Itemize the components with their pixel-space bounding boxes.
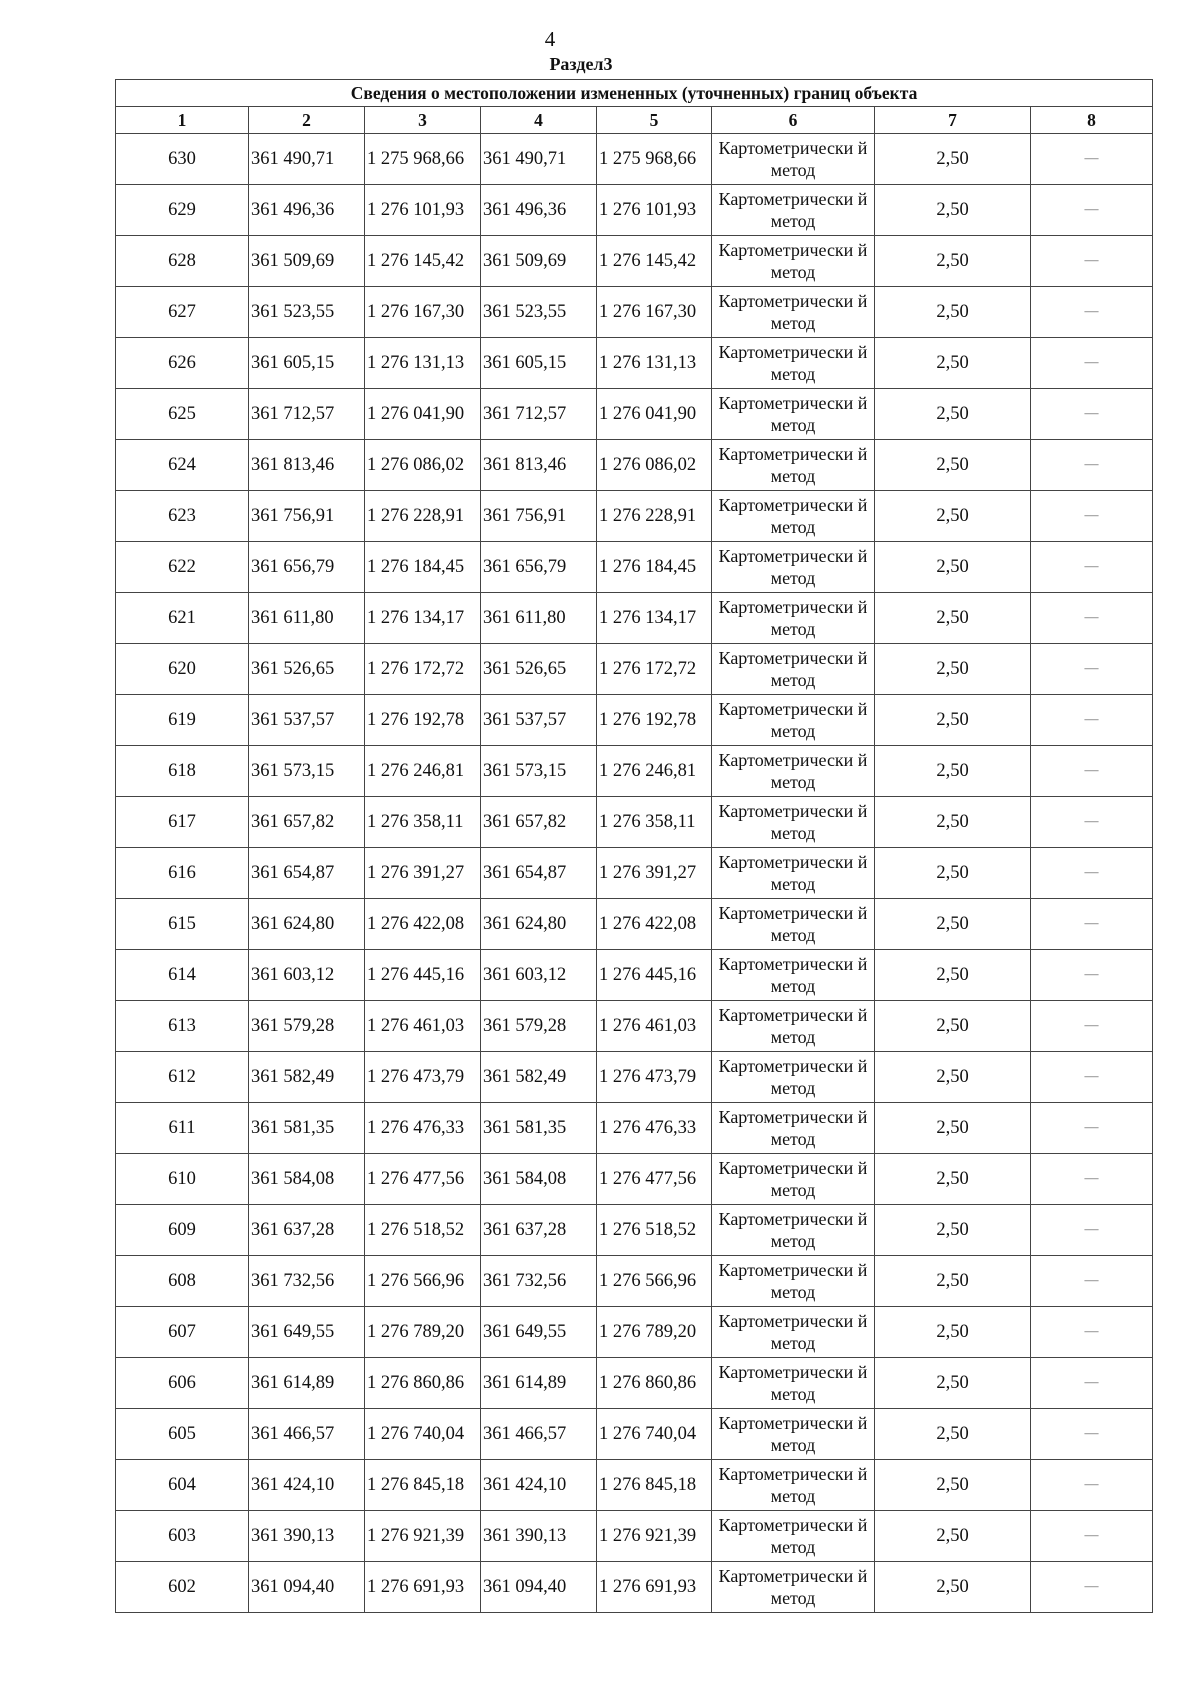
accuracy-cell: 2,50 <box>875 1154 1031 1205</box>
table-row <box>116 287 1153 338</box>
table-row <box>116 1562 1153 1613</box>
point-number-cell: 625 <box>116 389 249 440</box>
note-cell: — <box>1031 644 1153 695</box>
accuracy-cell: 2,50 <box>875 797 1031 848</box>
method-cell: Картометрически й метод <box>712 1460 875 1511</box>
x-existing-cell: 361 603,12 <box>249 950 365 1001</box>
y-existing-cell: 1 276 921,39 <box>365 1511 481 1562</box>
point-number-cell: 613 <box>116 1001 249 1052</box>
method-cell: Картометрически й метод <box>712 899 875 950</box>
accuracy-cell: 2,50 <box>875 593 1031 644</box>
table-row <box>116 644 1153 695</box>
y-existing-cell: 1 276 740,04 <box>365 1409 481 1460</box>
x-existing-cell: 361 637,28 <box>249 1205 365 1256</box>
y-refined-cell: 1 276 740,04 <box>597 1409 712 1460</box>
point-number-cell: 623 <box>116 491 249 542</box>
table-row <box>116 1511 1153 1562</box>
y-refined-cell: 1 276 477,56 <box>597 1154 712 1205</box>
point-number-cell: 614 <box>116 950 249 1001</box>
x-existing-cell: 361 657,82 <box>249 797 365 848</box>
x-existing-cell: 361 390,13 <box>249 1511 365 1562</box>
x-existing-cell: 361 537,57 <box>249 695 365 746</box>
y-existing-cell: 1 276 845,18 <box>365 1460 481 1511</box>
y-refined-cell: 1 276 422,08 <box>597 899 712 950</box>
y-existing-cell: 1 276 422,08 <box>365 899 481 950</box>
y-existing-cell: 1 276 134,17 <box>365 593 481 644</box>
section-title: Раздел3 <box>549 54 613 74</box>
note-cell: — <box>1031 1256 1153 1307</box>
y-existing-cell: 1 276 476,33 <box>365 1103 481 1154</box>
point-number-cell: 603 <box>116 1511 249 1562</box>
x-existing-cell: 361 813,46 <box>249 440 365 491</box>
page-number: 4 <box>544 27 556 51</box>
y-existing-cell: 1 276 172,72 <box>365 644 481 695</box>
accuracy-cell: 2,50 <box>875 491 1031 542</box>
note-cell: — <box>1031 185 1153 236</box>
y-refined-cell: 1 276 228,91 <box>597 491 712 542</box>
table-row <box>116 950 1153 1001</box>
x-refined-cell: 361 509,69 <box>481 236 597 287</box>
y-existing-cell: 1 276 518,52 <box>365 1205 481 1256</box>
y-existing-cell: 1 276 566,96 <box>365 1256 481 1307</box>
y-existing-cell: 1 276 391,27 <box>365 848 481 899</box>
y-existing-cell: 1 276 131,13 <box>365 338 481 389</box>
table-row <box>116 1460 1153 1511</box>
column-number-1: 1 <box>116 107 249 134</box>
method-cell: Картометрически й метод <box>712 1205 875 1256</box>
point-number-cell: 630 <box>116 134 249 185</box>
accuracy-cell: 2,50 <box>875 185 1031 236</box>
point-number-cell: 627 <box>116 287 249 338</box>
accuracy-cell: 2,50 <box>875 899 1031 950</box>
column-number-3: 3 <box>365 107 481 134</box>
table-row <box>116 899 1153 950</box>
table-row <box>116 1256 1153 1307</box>
x-refined-cell: 361 523,55 <box>481 287 597 338</box>
note-cell: — <box>1031 287 1153 338</box>
method-cell: Картометрически й метод <box>712 1562 875 1613</box>
x-refined-cell: 361 624,80 <box>481 899 597 950</box>
note-cell: — <box>1031 1511 1153 1562</box>
table-row <box>116 1052 1153 1103</box>
point-number-cell: 611 <box>116 1103 249 1154</box>
y-existing-cell: 1 276 086,02 <box>365 440 481 491</box>
x-refined-cell: 361 537,57 <box>481 695 597 746</box>
table-row <box>116 695 1153 746</box>
method-cell: Картометрически й метод <box>712 440 875 491</box>
column-number-7: 7 <box>875 107 1031 134</box>
table-row <box>116 440 1153 491</box>
x-existing-cell: 361 579,28 <box>249 1001 365 1052</box>
y-existing-cell: 1 276 041,90 <box>365 389 481 440</box>
point-number-cell: 616 <box>116 848 249 899</box>
method-cell: Картометрически й метод <box>712 1103 875 1154</box>
point-number-cell: 629 <box>116 185 249 236</box>
accuracy-cell: 2,50 <box>875 1103 1031 1154</box>
point-number-cell: 607 <box>116 1307 249 1358</box>
method-cell: Картометрически й метод <box>712 1001 875 1052</box>
table-row <box>116 1103 1153 1154</box>
y-existing-cell: 1 276 145,42 <box>365 236 481 287</box>
table-body <box>116 134 1153 1613</box>
x-refined-cell: 361 496,36 <box>481 185 597 236</box>
x-refined-cell: 361 466,57 <box>481 1409 597 1460</box>
accuracy-cell: 2,50 <box>875 236 1031 287</box>
table-row <box>116 1358 1153 1409</box>
method-cell: Картометрически й метод <box>712 1052 875 1103</box>
method-cell: Картометрически й метод <box>712 491 875 542</box>
y-refined-cell: 1 276 134,17 <box>597 593 712 644</box>
method-cell: Картометрически й метод <box>712 950 875 1001</box>
y-existing-cell: 1 276 473,79 <box>365 1052 481 1103</box>
note-cell: — <box>1031 1001 1153 1052</box>
method-cell: Картометрически й метод <box>712 1307 875 1358</box>
x-refined-cell: 361 526,65 <box>481 644 597 695</box>
x-refined-cell: 361 605,15 <box>481 338 597 389</box>
accuracy-cell: 2,50 <box>875 338 1031 389</box>
x-refined-cell: 361 654,87 <box>481 848 597 899</box>
point-number-cell: 604 <box>116 1460 249 1511</box>
accuracy-cell: 2,50 <box>875 644 1031 695</box>
x-existing-cell: 361 584,08 <box>249 1154 365 1205</box>
note-cell: — <box>1031 440 1153 491</box>
x-refined-cell: 361 813,46 <box>481 440 597 491</box>
method-cell: Картометрически й метод <box>712 644 875 695</box>
table-row <box>116 389 1153 440</box>
accuracy-cell: 2,50 <box>875 1205 1031 1256</box>
column-number-6: 6 <box>712 107 875 134</box>
table-caption: Сведения о местоположении измененных (уточненных) границ объекта <box>116 80 1153 107</box>
table-row <box>116 1307 1153 1358</box>
y-existing-cell: 1 276 246,81 <box>365 746 481 797</box>
x-existing-cell: 361 654,87 <box>249 848 365 899</box>
point-number-cell: 619 <box>116 695 249 746</box>
x-refined-cell: 361 649,55 <box>481 1307 597 1358</box>
y-refined-cell: 1 276 473,79 <box>597 1052 712 1103</box>
x-existing-cell: 361 509,69 <box>249 236 365 287</box>
accuracy-cell: 2,50 <box>875 389 1031 440</box>
point-number-cell: 621 <box>116 593 249 644</box>
x-refined-cell: 361 656,79 <box>481 542 597 593</box>
y-refined-cell: 1 276 845,18 <box>597 1460 712 1511</box>
x-existing-cell: 361 581,35 <box>249 1103 365 1154</box>
table-row <box>116 185 1153 236</box>
table-row <box>116 134 1153 185</box>
method-cell: Картометрически й метод <box>712 1358 875 1409</box>
table-row <box>116 848 1153 899</box>
y-refined-cell: 1 276 086,02 <box>597 440 712 491</box>
x-existing-cell: 361 611,80 <box>249 593 365 644</box>
y-existing-cell: 1 276 167,30 <box>365 287 481 338</box>
y-refined-cell: 1 276 041,90 <box>597 389 712 440</box>
method-cell: Картометрически й метод <box>712 542 875 593</box>
accuracy-cell: 2,50 <box>875 1307 1031 1358</box>
y-refined-cell: 1 276 167,30 <box>597 287 712 338</box>
table-row <box>116 491 1153 542</box>
point-number-cell: 606 <box>116 1358 249 1409</box>
point-number-cell: 626 <box>116 338 249 389</box>
y-refined-cell: 1 276 358,11 <box>597 797 712 848</box>
method-cell: Картометрически й метод <box>712 746 875 797</box>
note-cell: — <box>1031 1052 1153 1103</box>
x-existing-cell: 361 094,40 <box>249 1562 365 1613</box>
point-number-cell: 620 <box>116 644 249 695</box>
y-refined-cell: 1 276 131,13 <box>597 338 712 389</box>
note-cell: — <box>1031 746 1153 797</box>
method-cell: Картометрически й метод <box>712 1256 875 1307</box>
x-refined-cell: 361 712,57 <box>481 389 597 440</box>
note-cell: — <box>1031 542 1153 593</box>
note-cell: — <box>1031 1460 1153 1511</box>
point-number-cell: 622 <box>116 542 249 593</box>
note-cell: — <box>1031 1307 1153 1358</box>
x-existing-cell: 361 490,71 <box>249 134 365 185</box>
accuracy-cell: 2,50 <box>875 746 1031 797</box>
x-refined-cell: 361 584,08 <box>481 1154 597 1205</box>
x-refined-cell: 361 611,80 <box>481 593 597 644</box>
point-number-cell: 605 <box>116 1409 249 1460</box>
y-refined-cell: 1 276 101,93 <box>597 185 712 236</box>
accuracy-cell: 2,50 <box>875 1358 1031 1409</box>
point-number-cell: 628 <box>116 236 249 287</box>
point-number-cell: 612 <box>116 1052 249 1103</box>
note-cell: — <box>1031 899 1153 950</box>
coordinates-table <box>115 79 1153 1613</box>
y-existing-cell: 1 275 968,66 <box>365 134 481 185</box>
point-number-cell: 624 <box>116 440 249 491</box>
y-refined-cell: 1 276 921,39 <box>597 1511 712 1562</box>
y-refined-cell: 1 276 691,93 <box>597 1562 712 1613</box>
point-number-cell: 602 <box>116 1562 249 1613</box>
point-number-cell: 608 <box>116 1256 249 1307</box>
method-cell: Картометрически й метод <box>712 185 875 236</box>
accuracy-cell: 2,50 <box>875 1001 1031 1052</box>
x-existing-cell: 361 424,10 <box>249 1460 365 1511</box>
y-refined-cell: 1 276 184,45 <box>597 542 712 593</box>
y-existing-cell: 1 276 477,56 <box>365 1154 481 1205</box>
x-refined-cell: 361 390,13 <box>481 1511 597 1562</box>
method-cell: Картометрически й метод <box>712 389 875 440</box>
accuracy-cell: 2,50 <box>875 1256 1031 1307</box>
y-refined-cell: 1 276 192,78 <box>597 695 712 746</box>
method-cell: Картометрически й метод <box>712 1409 875 1460</box>
y-existing-cell: 1 276 192,78 <box>365 695 481 746</box>
accuracy-cell: 2,50 <box>875 695 1031 746</box>
accuracy-cell: 2,50 <box>875 1460 1031 1511</box>
table-row <box>116 1001 1153 1052</box>
x-existing-cell: 361 466,57 <box>249 1409 365 1460</box>
note-cell: — <box>1031 848 1153 899</box>
note-cell: — <box>1031 236 1153 287</box>
method-cell: Картометрически й метод <box>712 287 875 338</box>
column-number-2: 2 <box>249 107 365 134</box>
x-refined-cell: 361 657,82 <box>481 797 597 848</box>
method-cell: Картометрически й метод <box>712 338 875 389</box>
column-number-5: 5 <box>597 107 712 134</box>
y-refined-cell: 1 276 789,20 <box>597 1307 712 1358</box>
x-refined-cell: 361 094,40 <box>481 1562 597 1613</box>
x-existing-cell: 361 624,80 <box>249 899 365 950</box>
table-row <box>116 236 1153 287</box>
note-cell: — <box>1031 1103 1153 1154</box>
y-existing-cell: 1 276 461,03 <box>365 1001 481 1052</box>
y-refined-cell: 1 276 445,16 <box>597 950 712 1001</box>
x-existing-cell: 361 656,79 <box>249 542 365 593</box>
table-row <box>116 338 1153 389</box>
point-number-cell: 617 <box>116 797 249 848</box>
note-cell: — <box>1031 134 1153 185</box>
y-refined-cell: 1 276 860,86 <box>597 1358 712 1409</box>
y-refined-cell: 1 276 246,81 <box>597 746 712 797</box>
x-refined-cell: 361 579,28 <box>481 1001 597 1052</box>
method-cell: Картометрически й метод <box>712 848 875 899</box>
accuracy-cell: 2,50 <box>875 440 1031 491</box>
y-refined-cell: 1 276 476,33 <box>597 1103 712 1154</box>
x-refined-cell: 361 424,10 <box>481 1460 597 1511</box>
table-row <box>116 1154 1153 1205</box>
note-cell: — <box>1031 1154 1153 1205</box>
x-refined-cell: 361 756,91 <box>481 491 597 542</box>
x-existing-cell: 361 649,55 <box>249 1307 365 1358</box>
x-existing-cell: 361 756,91 <box>249 491 365 542</box>
y-refined-cell: 1 276 566,96 <box>597 1256 712 1307</box>
method-cell: Картометрически й метод <box>712 236 875 287</box>
y-existing-cell: 1 276 445,16 <box>365 950 481 1001</box>
x-existing-cell: 361 496,36 <box>249 185 365 236</box>
method-cell: Картометрически й метод <box>712 1154 875 1205</box>
x-existing-cell: 361 523,55 <box>249 287 365 338</box>
point-number-cell: 609 <box>116 1205 249 1256</box>
x-refined-cell: 361 573,15 <box>481 746 597 797</box>
note-cell: — <box>1031 950 1153 1001</box>
y-refined-cell: 1 276 461,03 <box>597 1001 712 1052</box>
x-refined-cell: 361 490,71 <box>481 134 597 185</box>
column-number-4: 4 <box>481 107 597 134</box>
accuracy-cell: 2,50 <box>875 287 1031 338</box>
x-existing-cell: 361 526,65 <box>249 644 365 695</box>
method-cell: Картометрически й метод <box>712 1511 875 1562</box>
note-cell: — <box>1031 1562 1153 1613</box>
accuracy-cell: 2,50 <box>875 542 1031 593</box>
accuracy-cell: 2,50 <box>875 1052 1031 1103</box>
y-existing-cell: 1 276 228,91 <box>365 491 481 542</box>
y-existing-cell: 1 276 860,86 <box>365 1358 481 1409</box>
x-existing-cell: 361 573,15 <box>249 746 365 797</box>
note-cell: — <box>1031 1409 1153 1460</box>
accuracy-cell: 2,50 <box>875 950 1031 1001</box>
y-existing-cell: 1 276 358,11 <box>365 797 481 848</box>
point-number-cell: 618 <box>116 746 249 797</box>
y-refined-cell: 1 275 968,66 <box>597 134 712 185</box>
y-existing-cell: 1 276 184,45 <box>365 542 481 593</box>
table-row <box>116 1409 1153 1460</box>
table-row <box>116 542 1153 593</box>
x-existing-cell: 361 614,89 <box>249 1358 365 1409</box>
y-refined-cell: 1 276 391,27 <box>597 848 712 899</box>
accuracy-cell: 2,50 <box>875 1409 1031 1460</box>
accuracy-cell: 2,50 <box>875 134 1031 185</box>
method-cell: Картометрически й метод <box>712 593 875 644</box>
point-number-cell: 615 <box>116 899 249 950</box>
table-row <box>116 593 1153 644</box>
y-existing-cell: 1 276 101,93 <box>365 185 481 236</box>
accuracy-cell: 2,50 <box>875 1562 1031 1613</box>
note-cell: — <box>1031 338 1153 389</box>
x-refined-cell: 361 582,49 <box>481 1052 597 1103</box>
x-existing-cell: 361 582,49 <box>249 1052 365 1103</box>
column-number-8: 8 <box>1031 107 1153 134</box>
x-existing-cell: 361 605,15 <box>249 338 365 389</box>
x-existing-cell: 361 712,57 <box>249 389 365 440</box>
note-cell: — <box>1031 695 1153 746</box>
note-cell: — <box>1031 491 1153 542</box>
note-cell: — <box>1031 1358 1153 1409</box>
x-refined-cell: 361 732,56 <box>481 1256 597 1307</box>
note-cell: — <box>1031 1205 1153 1256</box>
method-cell: Картометрически й метод <box>712 797 875 848</box>
note-cell: — <box>1031 389 1153 440</box>
note-cell: — <box>1031 797 1153 848</box>
x-refined-cell: 361 614,89 <box>481 1358 597 1409</box>
method-cell: Картометрически й метод <box>712 134 875 185</box>
point-number-cell: 610 <box>116 1154 249 1205</box>
y-refined-cell: 1 276 518,52 <box>597 1205 712 1256</box>
table-row <box>116 1205 1153 1256</box>
x-refined-cell: 361 637,28 <box>481 1205 597 1256</box>
accuracy-cell: 2,50 <box>875 1511 1031 1562</box>
table-row <box>116 746 1153 797</box>
x-refined-cell: 361 603,12 <box>481 950 597 1001</box>
note-cell: — <box>1031 593 1153 644</box>
y-refined-cell: 1 276 145,42 <box>597 236 712 287</box>
y-existing-cell: 1 276 789,20 <box>365 1307 481 1358</box>
table-row <box>116 797 1153 848</box>
method-cell: Картометрически й метод <box>712 695 875 746</box>
x-refined-cell: 361 581,35 <box>481 1103 597 1154</box>
x-existing-cell: 361 732,56 <box>249 1256 365 1307</box>
accuracy-cell: 2,50 <box>875 848 1031 899</box>
y-refined-cell: 1 276 172,72 <box>597 644 712 695</box>
y-existing-cell: 1 276 691,93 <box>365 1562 481 1613</box>
